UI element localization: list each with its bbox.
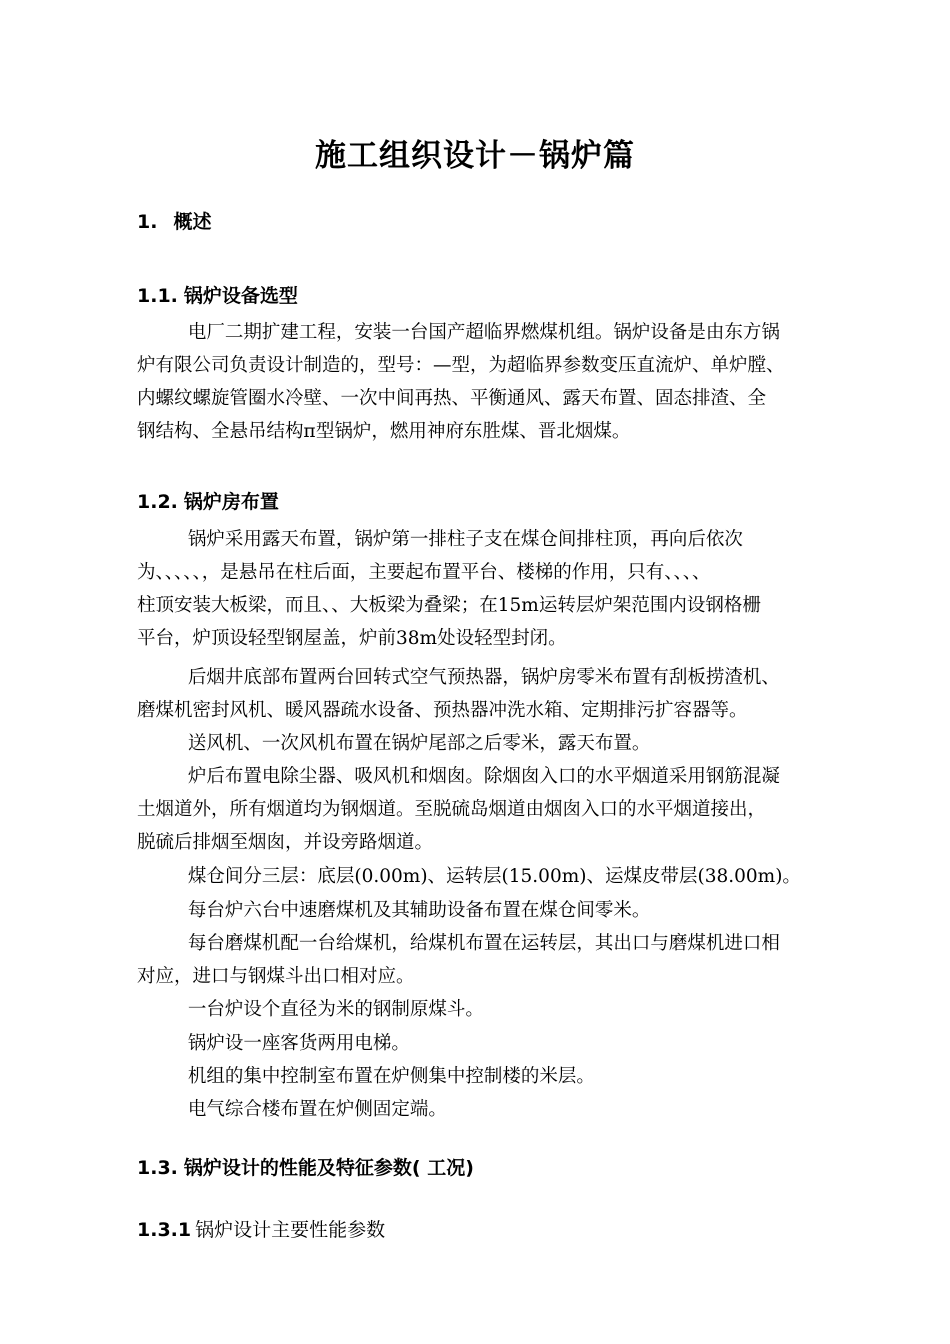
section-title: 锅炉设计主要性能参数: [195, 1219, 386, 1241]
section-heading-1-1: [137, 282, 298, 310]
paragraph: [137, 894, 882, 927]
paragraph-line: 后烟井底部布置两台回转式空气预热器，锅炉房零米布置有刮板捞渣机、: [187, 667, 780, 688]
section-number: 1.1.: [137, 285, 178, 307]
section-number: 1.3.1: [137, 1219, 192, 1241]
paragraph-line: 一台炉设个直径为米的钢制原煤斗。: [187, 999, 484, 1020]
paragraph-line: 煤仓间分三层：底层(0.00m)、运转层(15.00m)、运煤皮带层(38.00m)。: [187, 866, 801, 887]
section-title: 锅炉房布置: [183, 491, 279, 513]
section-heading-1-3: [137, 1154, 474, 1182]
paragraph-line: 平台，炉顶设轻型钢屋盖，炉前38m处设轻型封闭。: [137, 628, 567, 649]
paragraph-line: 电气综合楼布置在炉侧固定端。: [187, 1099, 447, 1120]
section-number: 1.2.: [137, 491, 178, 513]
section-title: 锅炉设备选型: [183, 285, 298, 307]
paragraph-line: 炉后布置电除尘器、吸风机和烟囱。除烟囱入口的水平烟道采用钢筋混凝: [187, 766, 780, 787]
paragraph-line: 土烟道外，所有烟道均为钢烟道。至脱硫岛烟道由烟囱入口的水平烟道接出，: [137, 799, 767, 820]
paragraph-line: 内螺纹螺旋管圈水冷壁、一次中间再热、平衡通风、露天布置、固态排渣、全: [137, 388, 767, 409]
paragraph-line: 锅炉设一座客货两用电梯。: [187, 1033, 410, 1054]
paragraph: [137, 993, 882, 1026]
paragraph: [137, 760, 882, 859]
paragraph-line: 钢结构、全悬吊结构п型锅炉，燃用神府东胜煤、晋北烟煤。: [137, 421, 631, 442]
paragraph: [137, 927, 882, 993]
paragraph-line: 每台炉六台中速磨煤机及其辅助设备布置在煤仓间零米。: [187, 900, 651, 921]
paragraph-line: 炉有限公司负责设计制造的，型号：—型，为超临界参数变压直流炉、单炉膛、: [137, 355, 785, 376]
paragraph: [137, 316, 882, 448]
section-heading-1-2: [137, 488, 279, 516]
paragraph: [137, 1093, 882, 1126]
paragraph: [137, 1060, 882, 1093]
paragraph: [137, 860, 882, 893]
paragraph-line: 每台磨煤机配一台给煤机，给煤机布置在运转层，其出口与磨煤机进口相: [187, 933, 780, 954]
paragraph-line: 机组的集中控制室布置在炉侧集中控制楼的米层。: [187, 1066, 595, 1087]
paragraph-line: 脱硫后排烟至烟囱，并设旁路烟道。: [137, 832, 434, 853]
section-title: 锅炉设计的性能及特征参数( 工况): [183, 1157, 474, 1179]
paragraph-line: 锅炉采用露天布置，锅炉第一排柱子支在煤仓间排柱顶，再向后依次: [187, 529, 743, 550]
paragraph-line: 柱顶安装大板梁，而且、、大板梁为叠梁；在15m运转层炉架范围内设钢格栅: [137, 595, 761, 616]
paragraph: [137, 1027, 882, 1060]
paragraph-line: 磨煤机密封风机、暖风器疏水设备、预热器冲洗水箱、定期排污扩容器等。: [137, 700, 748, 721]
section-number: 1.: [137, 211, 158, 233]
paragraph-line: 对应，进口与钢煤斗出口相对应。: [137, 966, 415, 987]
document-title: 施工组织设计－锅炉篇: [315, 138, 635, 174]
paragraph-line: 电厂二期扩建工程，安装一台国产超临界燃煤机组。锅炉设备是由东方锅: [187, 322, 780, 343]
paragraph-line: 送风机、一次风机布置在锅炉尾部之后零米，露天布置。: [187, 733, 651, 754]
paragraph: [137, 661, 882, 727]
section-heading-1-3-1: [137, 1216, 385, 1244]
section-title: 概述: [173, 211, 212, 233]
paragraph-line: 为、、、、、，是悬吊在柱后面，主要起布置平台、楼梯的作用，只有、、、、: [137, 562, 711, 583]
section-number: 1.3.: [137, 1157, 178, 1179]
section-heading-1: [137, 208, 211, 236]
paragraph: [137, 523, 882, 655]
paragraph: [137, 727, 882, 760]
